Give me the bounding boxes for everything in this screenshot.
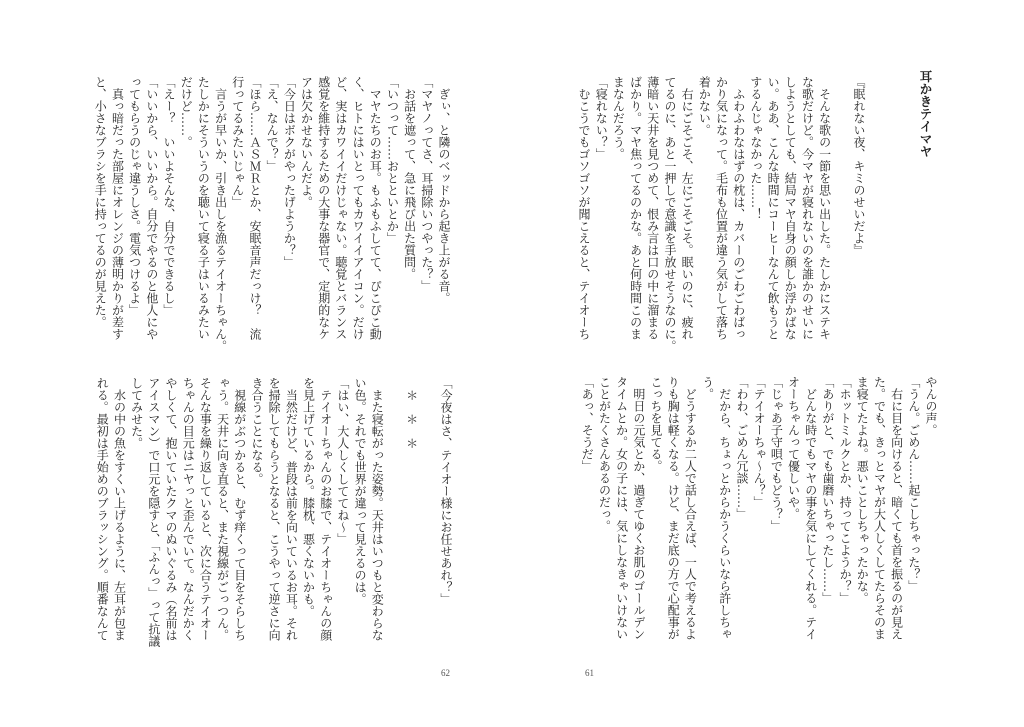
text-column: どんな時でもマヤの事を気にしてくれる。テイ (803, 376, 818, 640)
text-column: 「テイオーちゃ～ん？」 (752, 376, 767, 508)
text-column: 「ありがと、でも歯磨いちゃったし……」 (820, 376, 835, 604)
right-page (512, 0, 1024, 727)
text-column: う。 (700, 376, 715, 400)
text-column: ばかり。マヤ焦ってるのかな。あと何時間このま (628, 76, 643, 340)
text-column (420, 377, 437, 649)
text-column: 行ってるみたいじゃん」 (230, 76, 245, 208)
text-column: しようとしても、結局マヤ自身の顔しか浮かばな (783, 76, 798, 340)
text-column: 言うが早いか、引き出しを漁るテイオーちゃん。 (213, 76, 228, 352)
text-column: ことがたくさんあるのだっ。 (597, 376, 612, 532)
text-column: い。ああ、こんな時間にコーヒーなんて飲もうと (766, 76, 781, 340)
text-column: 「寝れない？」 (594, 76, 609, 160)
right-page-top-text (575, 76, 867, 352)
text-column: テイオーちゃんのお膝で、テイオーちゃんの顔 (318, 377, 333, 641)
text-column: やんの声。 (924, 376, 938, 436)
text-column: く、ヒトにはいとってもカワイイアイコン。だけ (351, 76, 366, 340)
text-column: を見上げているから。膝枕、悪くないかも。 (301, 377, 316, 617)
text-column: アイスマン）で口元を隠すと、「ふんっ」って抗議 (146, 377, 161, 647)
text-column: ど、実はカワイイだけじゃない。聴覚とバランス (333, 76, 348, 340)
text-column: アは欠かせないんだよ。 (299, 76, 314, 208)
text-column: 明日の元気とか、過ぎてゆくお肌のゴールデン (631, 376, 646, 640)
text-column: 「じゃあ子守唄でもどう？」 (769, 376, 784, 532)
text-column: するんじゃなかった……！ (748, 76, 763, 220)
text-column: 右にごそごそ、左にごそごそ。眠いのに、疲れ (680, 76, 695, 340)
text-column: りも胸は軽くなる。けど、まだ底の方で心配事が (666, 376, 681, 640)
text-column: 『眠れない夜、キミのせいだよ』 (852, 76, 866, 256)
text-column: 視線がぶつかると、むず痒くって目をそらしち (232, 377, 247, 641)
text-column: だから、ちょっとからかうくらいなら許しちゃ (717, 376, 732, 640)
page-number-right: 61 (585, 668, 594, 678)
page-number-left: 62 (441, 668, 450, 678)
text-column: 「え、なんで？」 (265, 76, 280, 172)
text-column: 「今日はボクがやったげようか？」 (282, 76, 297, 268)
text-column: と、小さなブラシを手に持ってるのが見えた。 (93, 76, 108, 328)
text-column: してみせた。 (129, 377, 144, 449)
text-column: 「わわ、ごめん冗談……」 (734, 376, 749, 520)
text-column: ぎぃ、と隣のベッドから起き上がる音。 (437, 76, 451, 304)
text-column: れる。最初は手始めのブラッシング。順番なんて (95, 377, 110, 641)
text-column: 当然だけど、普段は前を向いているお耳。それ (284, 377, 299, 641)
text-column: 着かない。 (697, 76, 712, 136)
text-column: き合うことになる。 (249, 377, 264, 485)
text-column: たしかにそういうのを聴いて寝る子はいるみたい (196, 76, 211, 340)
text-column: 「マヤノってさ、耳掃除いつやった？」 (419, 76, 434, 292)
text-column: 「ほら……ＡＳＭＲとか、安眠音声だっけ？ 流 (247, 76, 262, 340)
text-column (385, 377, 402, 649)
left-page-bottom-text (93, 377, 454, 649)
text-column: やしくて、抱いていたクマのぬいぐるみ（名前は (164, 377, 178, 641)
text-column: ってもらうのじゃ違うしさ。電気つけるよ」 (127, 76, 142, 316)
text-column: むこうでもゴソゴソが聞こえると、テイオーち (577, 76, 591, 340)
chapter-title: 耳かきテイマヤ (918, 70, 933, 158)
text-column: 「はい、大人しくしててね～」 (335, 377, 350, 545)
text-column: マヤたちのお耳。もふもふしてて、ぴこぴこ動 (368, 76, 383, 340)
text-column: い色。それでも世界が違って見えるのは。 (353, 377, 368, 605)
text-column (833, 76, 850, 348)
text-column: た。でも、きっとマヤが大人しくしてたらそのま (872, 376, 887, 640)
text-column: 感覚を維持するための大事な器官で、定期的なケ (316, 76, 331, 340)
text-column: 水の中の魚をすくい上げるように、左耳が包ま (112, 377, 127, 641)
text-column: ＊ ＊ ＊ (404, 377, 419, 449)
text-column: ちゃんの目元はニヤっと歪んでいて。なんだかく (181, 377, 196, 641)
text-column: 右に目を向けると、暗くても首を振るのが見え (889, 376, 904, 640)
text-column: な歌だけど。今マヤが寝れないのを誰かのせいに (800, 76, 815, 340)
text-column: ま寝てたよね。悪いことしちゃったかな。 (855, 376, 870, 604)
text-column: てるのに、あと一押しで意識を手放せそうなのに。 (662, 76, 677, 352)
text-column: 「いいから、いいから。自分でやるのと他人にや (144, 76, 159, 340)
text-column: こっちを見てる。 (649, 376, 663, 472)
text-column: まなんだろう。 (611, 76, 626, 160)
text-column: を掃除してもらうとなると、こうやって逆さに向 (267, 377, 282, 641)
text-column: 「今夜はさ、テイオー様にお任せあれ？」 (439, 377, 453, 605)
text-column: 「ホットミルクとか、持ってこようか？」 (838, 376, 853, 604)
text-column: だけど……。 (179, 76, 194, 148)
text-column: お話を遮って、急に飛び出た質問。 (402, 76, 417, 280)
text-column: オーちゃんって優しいや。 (786, 376, 801, 520)
text-column: 「えー？ いいよそんな、自分でできるし」 (162, 76, 176, 316)
text-column: 薄暗い天井を見つめて、恨み言は口の中に溜まる (645, 76, 660, 340)
text-column: ふわふわなはずの枕は、カバーのごわごわばっ (731, 76, 746, 340)
text-column: そんな事を繰り返していると、次に合うテイオー (198, 377, 213, 641)
text-column: 「いつって……おとといとか」 (385, 76, 400, 244)
text-column: どうするか二人で話し合えば、一人で考えるよ (683, 376, 698, 640)
text-column: ゃう。天井に向き直ると、また視線がごっつん。 (215, 377, 230, 641)
left-page-top-text (91, 76, 452, 352)
right-page-bottom-text (578, 376, 939, 648)
text-column: そんな歌の一節を思い出した。たしかにステキ (817, 76, 832, 340)
text-column: また寝転がった姿勢。天井はいつもと変わらな (370, 377, 385, 641)
text-column: 「うん。ごめん……起こしちゃった？」 (906, 376, 921, 592)
text-column: かり気になって。毛布も位置が違う気がして落ち (714, 76, 729, 340)
text-column: タイムとか。女の子には、気にしなきゃいけない (614, 376, 629, 640)
text-column: 「あっ、そうだ」 (580, 376, 595, 472)
text-column: 真っ暗だった部屋にオレンジの薄明かりが差す (110, 76, 125, 340)
